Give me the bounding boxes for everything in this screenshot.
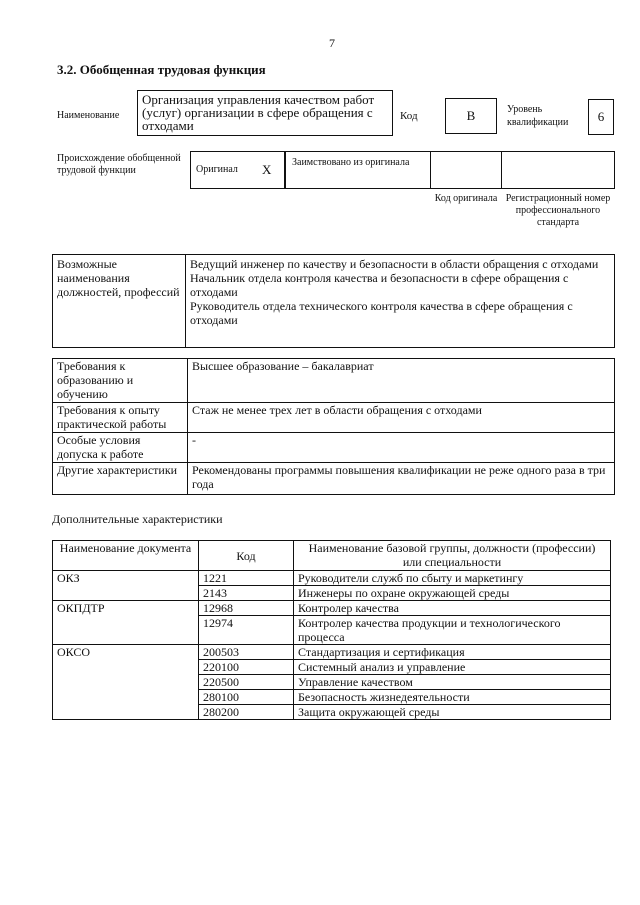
table-row [53, 463, 615, 495]
code-value: В [445, 98, 497, 134]
table-row [53, 645, 611, 660]
table-row [53, 571, 611, 586]
header-code: Код [199, 541, 294, 571]
function-name: Организация управления качеством работ (услуг) организации в сфере обращения с отходами [137, 90, 393, 136]
code-cell: 1221 [199, 571, 294, 586]
position-item: Начальник отдела контроля качества и безопасности в сфере обращения с отходами [190, 271, 569, 299]
code-cell: 2143 [199, 586, 294, 601]
header-name: Наименование базовой группы, должности (профессии) или специальности [294, 541, 611, 571]
position-item: Ведущий инженер по качеству и безопасности в области обращения с отходами [190, 257, 599, 271]
code-cell: 220100 [199, 660, 294, 675]
header-doc: Наименование документа [53, 541, 199, 571]
requirement-label: Требования к опыту практической работы [53, 403, 188, 433]
name-cell: Руководители служб по сбыту и маркетингу [294, 571, 611, 586]
level-label: Уровень квалификации [507, 104, 569, 128]
level-value: 6 [588, 99, 614, 135]
name-cell: Системный анализ и управление [294, 660, 611, 675]
code-cell: 280200 [199, 705, 294, 720]
reg-number-caption: Регистрационный номер профессионального стандарта [505, 193, 611, 228]
requirement-value: - [188, 433, 615, 463]
name-cell: Управление качеством [294, 675, 611, 690]
additional-table [52, 540, 611, 720]
reg-number-cell [501, 151, 615, 189]
borrowed-label: Заимствовано из оригинала [285, 151, 431, 189]
requirement-label: Особые условия допуска к работе [53, 433, 188, 463]
name-label: Наименование [57, 110, 120, 121]
original-label: Оригинал [196, 164, 238, 175]
section-title: 3.2. Обобщенная трудовая функция [57, 62, 266, 77]
position-item: Руководитель отдела технического контроля качества в сфере обращения с отходами [190, 299, 573, 327]
code-label: Код [400, 110, 418, 122]
doc-cell: ОКЗ [53, 571, 199, 601]
doc-cell: ОКСО [53, 645, 199, 720]
code-cell: 200503 [199, 645, 294, 660]
name-cell: Стандартизация и сертификация [294, 645, 611, 660]
code-cell: 12974 [199, 616, 294, 645]
page-number: 7 [329, 36, 335, 50]
positions-label: Возможные наименования должностей, профессий [52, 254, 186, 348]
origin-label: Происхождение обобщенной трудовой функции [57, 153, 181, 176]
code-cell: 220500 [199, 675, 294, 690]
name-cell: Контролер качества продукции и технологического процесса [294, 616, 611, 645]
requirements-table [52, 358, 615, 495]
code-cell: 12968 [199, 601, 294, 616]
name-cell: Инженеры по охране окружающей среды [294, 586, 611, 601]
name-cell: Контролер качества [294, 601, 611, 616]
table-row [53, 601, 611, 616]
requirement-label: Другие характеристики [53, 463, 188, 495]
requirement-value: Высшее образование – бакалавриат [188, 359, 615, 403]
table-header-row [53, 541, 611, 571]
requirement-value: Стаж не менее трех лет в области обращения с отходами [188, 403, 615, 433]
code-cell: 280100 [199, 690, 294, 705]
doc-cell: ОКПДТР [53, 601, 199, 645]
table-row [53, 403, 615, 433]
code-original-caption: Код оригинала [434, 193, 498, 204]
positions-list [185, 254, 615, 348]
requirement-value: Рекомендованы программы повышения квалификации не реже одного раза в три года [188, 463, 615, 495]
table-row [53, 433, 615, 463]
original-mark: Х [262, 162, 272, 177]
additional-title: Дополнительные характеристики [52, 512, 223, 526]
original-cell [190, 151, 285, 189]
code-original-cell [430, 151, 502, 189]
requirement-label: Требования к образованию и обучению [53, 359, 188, 403]
name-cell: Безопасность жизнедеятельности [294, 690, 611, 705]
table-row [53, 359, 615, 403]
name-cell: Защита окружающей среды [294, 705, 611, 720]
